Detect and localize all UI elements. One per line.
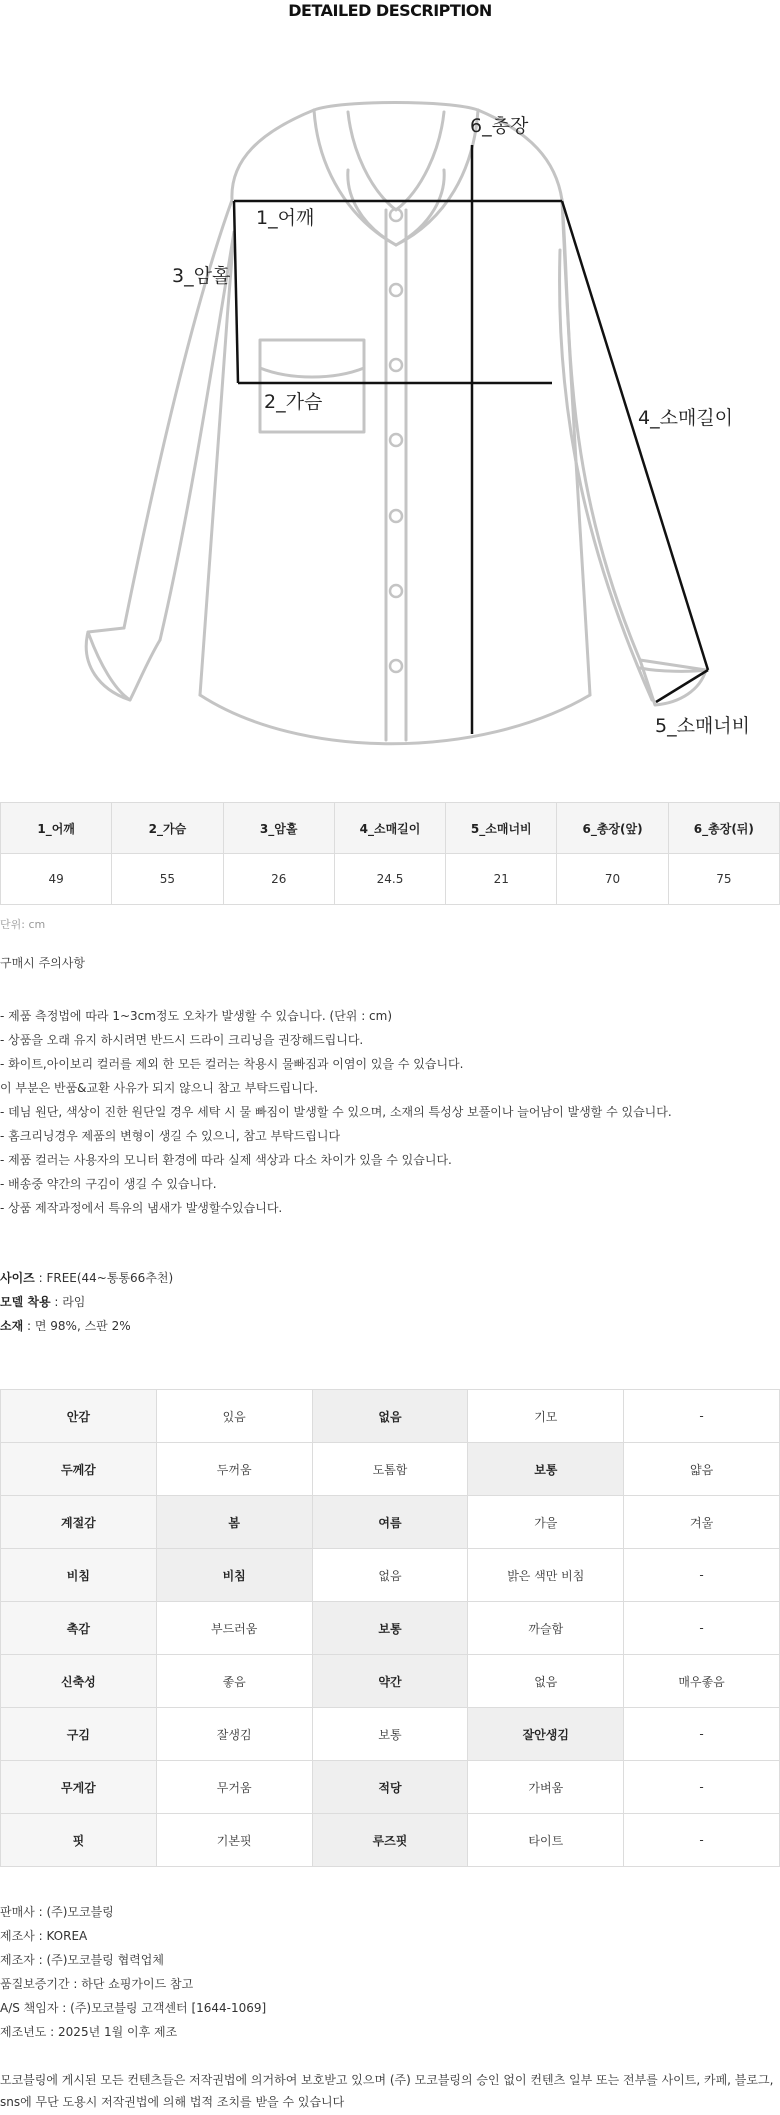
feature-option-selected: 보통 bbox=[468, 1443, 624, 1496]
company-info-line: 제조자 : (주)모코블링 협력업체 bbox=[0, 1953, 164, 1967]
spec-row-material bbox=[0, 1314, 173, 1338]
size-value-cell: 75 bbox=[668, 854, 779, 905]
button-icons bbox=[390, 209, 402, 672]
feature-option: - bbox=[624, 1390, 780, 1443]
feature-name: 촉감 bbox=[1, 1602, 157, 1655]
label-sleeve-length: 4_소매길이 bbox=[638, 407, 734, 429]
label-shoulder: 1_어깨 bbox=[256, 207, 315, 229]
feature-option: 있음 bbox=[156, 1390, 312, 1443]
size-value-cell: 49 bbox=[1, 854, 112, 905]
shirt-measurement-illustration bbox=[0, 95, 780, 755]
feature-option: 밝은 색만 비침 bbox=[468, 1549, 624, 1602]
size-value-cell: 55 bbox=[112, 854, 223, 905]
product-specs bbox=[0, 1266, 173, 1338]
spec-row-size bbox=[0, 1266, 173, 1290]
feature-option: 도톰함 bbox=[312, 1443, 468, 1496]
spec-value: : 라임 bbox=[50, 1295, 86, 1309]
size-header-cell: 3_암홀 bbox=[223, 803, 334, 854]
feature-option: 없음 bbox=[468, 1655, 624, 1708]
feature-option-selected: 없음 bbox=[312, 1390, 468, 1443]
company-info-line: 제조년도 : 2025년 1월 이후 제조 bbox=[0, 2025, 178, 2039]
spec-key: 소재 bbox=[0, 1319, 24, 1333]
feature-option: 가을 bbox=[468, 1496, 624, 1549]
feature-option: - bbox=[624, 1602, 780, 1655]
size-table bbox=[0, 802, 780, 905]
feature-option: 두꺼움 bbox=[156, 1443, 312, 1496]
notice-line: - 상품 제작과정에서 특유의 냄새가 발생할수있습니다. bbox=[0, 1201, 283, 1215]
size-header-cell: 2_가슴 bbox=[112, 803, 223, 854]
notice-line: 이 부분은 반품&교환 사유가 되지 않으니 참고 부탁드립니다. bbox=[0, 1081, 319, 1095]
feature-option: 가벼움 bbox=[468, 1761, 624, 1814]
feature-row-lining bbox=[1, 1390, 780, 1443]
feature-option: 까슬함 bbox=[468, 1602, 624, 1655]
feature-row-season bbox=[1, 1496, 780, 1549]
company-info-line: 판매사 : (주)모코블링 bbox=[0, 1905, 114, 1919]
spec-row-model bbox=[0, 1290, 173, 1314]
size-header-cell: 6_총장(뒤) bbox=[668, 803, 779, 854]
feature-row-sheerness bbox=[1, 1549, 780, 1602]
purchase-notice bbox=[0, 954, 780, 1220]
feature-name: 안감 bbox=[1, 1390, 157, 1443]
notice-line: - 데님 원단, 색상이 진한 원단일 경우 세탁 시 물 빠짐이 발생할 수 있으며, 소재의 특성상 보풀이나 늘어남이 발생할 수 있습니다. bbox=[0, 1105, 672, 1119]
page-title: DETAILED DESCRIPTION bbox=[288, 1, 492, 20]
measurement-lines bbox=[234, 145, 708, 734]
size-header-cell: 6_총장(앞) bbox=[557, 803, 668, 854]
company-info-line: 제조사 : KOREA bbox=[0, 1929, 88, 1943]
feature-name: 핏 bbox=[1, 1814, 157, 1867]
feature-option: 기모 bbox=[468, 1390, 624, 1443]
feature-option: 없음 bbox=[312, 1549, 468, 1602]
feature-row-texture bbox=[1, 1602, 780, 1655]
feature-option: 좋음 bbox=[156, 1655, 312, 1708]
feature-option-selected: 여름 bbox=[312, 1496, 468, 1549]
feature-option: - bbox=[624, 1761, 780, 1814]
feature-name: 구김 bbox=[1, 1708, 157, 1761]
spec-value: : 면 98%, 스판 2% bbox=[23, 1319, 131, 1333]
label-chest: 2_가슴 bbox=[264, 391, 323, 413]
feature-option-selected: 잘안생김 bbox=[468, 1708, 624, 1761]
size-table-value-row bbox=[1, 854, 780, 905]
feature-name: 두께감 bbox=[1, 1443, 157, 1496]
feature-row-stretch bbox=[1, 1655, 780, 1708]
measurement-diagram bbox=[0, 95, 780, 755]
feature-row-fit bbox=[1, 1814, 780, 1867]
feature-name: 신축성 bbox=[1, 1655, 157, 1708]
feature-name: 무게감 bbox=[1, 1761, 157, 1814]
feature-option: 얇음 bbox=[624, 1443, 780, 1496]
feature-name: 비침 bbox=[1, 1549, 157, 1602]
feature-row-wrinkle bbox=[1, 1708, 780, 1761]
size-value-cell: 26 bbox=[223, 854, 334, 905]
label-total-length: 6_총장 bbox=[470, 115, 529, 137]
feature-option-selected: 봄 bbox=[156, 1496, 312, 1549]
size-table-header-row bbox=[1, 803, 780, 854]
feature-option: 겨울 bbox=[624, 1496, 780, 1549]
spec-value: : FREE(44~통통66추천) bbox=[34, 1271, 174, 1285]
notice-line: - 화이트,아이보리 컬러를 제외 한 모든 컬러는 착용시 물빠짐과 이염이 있을 수 있습니다. bbox=[0, 1057, 464, 1071]
notice-line: - 배송중 약간의 구김이 생길 수 있습니다. bbox=[0, 1177, 217, 1191]
notice-title: 구매시 주의사항 bbox=[0, 956, 85, 970]
feature-row-thickness bbox=[1, 1443, 780, 1496]
feature-name: 계절감 bbox=[1, 1496, 157, 1549]
company-info bbox=[0, 1900, 266, 2044]
feature-option: 매우좋음 bbox=[624, 1655, 780, 1708]
feature-option-selected: 루즈핏 bbox=[312, 1814, 468, 1867]
spec-key: 모델 착용 bbox=[0, 1295, 51, 1309]
feature-option-selected: 보통 bbox=[312, 1602, 468, 1655]
feature-option-selected: 적당 bbox=[312, 1761, 468, 1814]
size-header-cell: 1_어깨 bbox=[1, 803, 112, 854]
feature-row-weight bbox=[1, 1761, 780, 1814]
feature-option-selected: 약간 bbox=[312, 1655, 468, 1708]
company-info-line: A/S 책임자 : (주)모코블링 고객센터 [1644-1069] bbox=[0, 2001, 267, 2015]
feature-option: - bbox=[624, 1814, 780, 1867]
feature-option: - bbox=[624, 1708, 780, 1761]
company-info-line: 품질보증기간 : 하단 쇼핑가이드 참고 bbox=[0, 1977, 194, 1991]
shirt-outline bbox=[86, 103, 706, 744]
size-value-cell: 24.5 bbox=[334, 854, 445, 905]
feature-option: 잘생김 bbox=[156, 1708, 312, 1761]
feature-option: 타이트 bbox=[468, 1814, 624, 1867]
copyright-notice: 모코블링에 게시된 모든 컨텐츠들은 저작권법에 의거하여 보호받고 있으며 (주) 모코블링의 승인 없이 컨텐츠 일부 또는 전부를 사이트, 카페, 블로그, sns에 무단 도용시 저작권법에 의해 법적 조치를 받을 수 있습니다 bbox=[0, 2073, 774, 2109]
notice-line: - 상품을 오래 유지 하시려면 반드시 드라이 크리닝을 권장해드립니다. bbox=[0, 1033, 364, 1047]
feature-table bbox=[0, 1389, 780, 1867]
unit-note: 단위: cm bbox=[0, 918, 46, 931]
spec-key: 사이즈 bbox=[0, 1271, 35, 1285]
feature-option: 무거움 bbox=[156, 1761, 312, 1814]
label-sleeve-width: 5_소매너비 bbox=[655, 715, 751, 737]
notice-line: - 제품 측정법에 따라 1~3cm정도 오차가 발생할 수 있습니다. (단위 : cm) bbox=[0, 1009, 393, 1023]
notice-line: - 제품 컬러는 사용자의 모니터 환경에 따라 실제 색상과 다소 차이가 있을 수 있습니다. bbox=[0, 1153, 452, 1167]
size-header-cell: 4_소매길이 bbox=[334, 803, 445, 854]
size-value-cell: 70 bbox=[557, 854, 668, 905]
size-value-cell: 21 bbox=[446, 854, 557, 905]
feature-option: 기본핏 bbox=[156, 1814, 312, 1867]
size-header-cell: 5_소매너비 bbox=[446, 803, 557, 854]
label-armhole: 3_암홀 bbox=[172, 265, 231, 287]
feature-option-selected: 비침 bbox=[156, 1549, 312, 1602]
feature-option: - bbox=[624, 1549, 780, 1602]
feature-option: 부드러움 bbox=[156, 1602, 312, 1655]
feature-option: 보통 bbox=[312, 1708, 468, 1761]
notice-line: - 홈크리닝경우 제품의 변형이 생길 수 있으니, 참고 부탁드립니다 bbox=[0, 1129, 341, 1143]
